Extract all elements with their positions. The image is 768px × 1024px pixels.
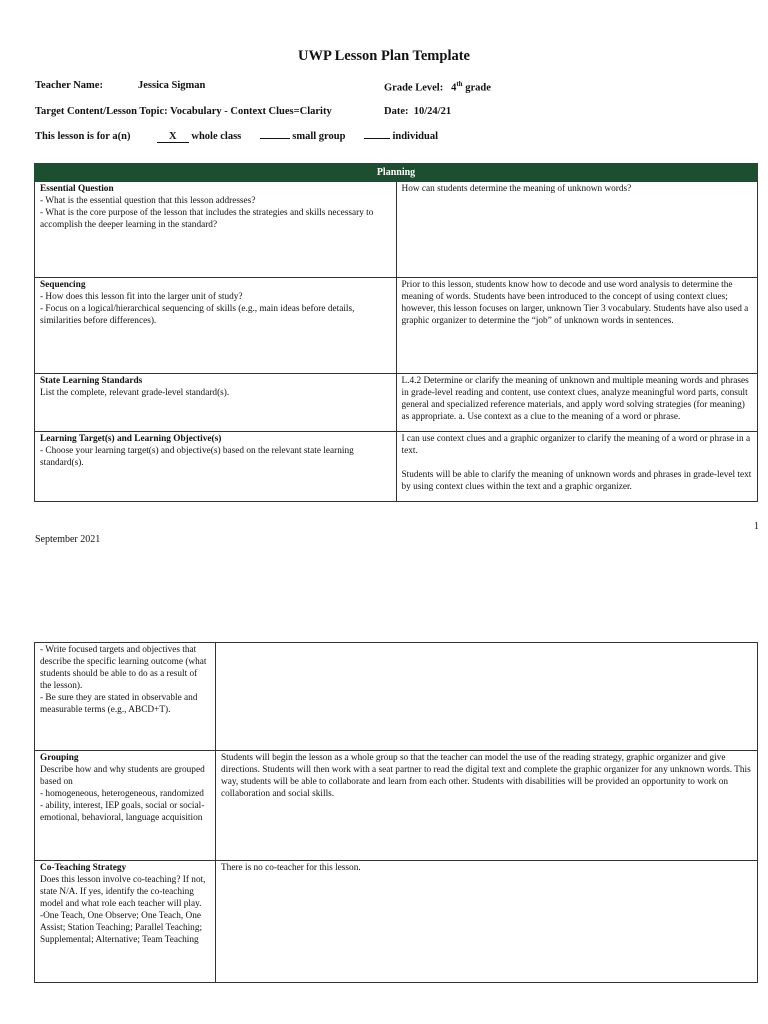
row-label-cell — [35, 861, 216, 983]
page-number: 1 — [754, 521, 759, 532]
topic-label: Target Content/Lesson Topic: — [35, 106, 168, 117]
table-row — [35, 861, 758, 983]
whole-class-label: whole class — [191, 131, 242, 142]
row-description: Does this lesson involve co-teaching? If not, state N/A. If yes, identify the co-teaching model and what role each teacher will play. — [40, 875, 206, 909]
lesson-for-label: This lesson is for a(n) — [35, 131, 131, 142]
teacher-name-value: Jessica Sigman — [138, 80, 206, 91]
row-content-cell — [216, 643, 758, 751]
table-row — [35, 643, 758, 751]
row-description: - Write focused targets and objectives that describe the specific learning outcome (what students should be able to do as a result of the lesson). — [40, 645, 207, 691]
table-row — [35, 182, 758, 278]
row-heading: Co-Teaching Strategy — [40, 863, 127, 873]
row-heading: Essential Question — [40, 184, 114, 194]
row-description: - What is the core purpose of the lesson that includes the strategies and skills necessary to accomplish the deeper learning in the standard? — [40, 208, 374, 230]
row-content-cell: Students will begin the lesson as a whole group so that the teacher can model the use of the reading strategy, graphic organizer and give directions. Students will then work with a seat partner to read the digital text and complete the graphic organizer for any unknown words. This way, students will be able to collaborate and learn from each other. Students with disabilities will be provided an opportunity to work on collaboration and social skills. — [216, 751, 758, 861]
table-row — [35, 751, 758, 861]
date-line — [384, 106, 451, 117]
row-description: - Be sure they are stated in observable and measurable terms (e.g., ABCD+T). — [40, 693, 198, 715]
row-label-cell — [35, 432, 397, 502]
small-group-blank[interactable] — [260, 138, 290, 139]
topic-line — [35, 106, 332, 117]
row-content-cell: There is no co-teacher for this lesson. — [216, 861, 758, 983]
individual-label: individual — [392, 131, 438, 142]
row-label-cell — [35, 278, 397, 374]
row-description: -One Teach, One Observe; One Teach, One Assist; Station Teaching; Parallel Teaching; Supplemental; Alternative; Team Teaching — [40, 911, 203, 945]
lesson-for-line — [35, 131, 438, 143]
row-description: - homogeneous, heterogeneous, randomized — [40, 789, 204, 799]
grade-suffix: th — [456, 80, 463, 88]
individual-blank[interactable] — [364, 138, 390, 139]
date-value: 10/24/21 — [413, 106, 452, 117]
document-title: UWP Lesson Plan Template — [297, 48, 470, 64]
row-content-cell — [396, 432, 758, 502]
row-label-cell — [35, 643, 216, 751]
row-heading: Grouping — [40, 753, 79, 763]
table-row — [35, 432, 758, 502]
row-content-line: I can use context clues and a graphic organizer to clarify the meaning of a word or phrase in a text. — [401, 434, 751, 456]
row-description: - ability, interest, IEP goals, social or social-emotional, behavioral, language acquisition — [40, 801, 205, 823]
row-label-cell — [35, 374, 397, 432]
teacher-name-label: Teacher Name: — [35, 80, 103, 91]
table-row — [35, 278, 758, 374]
row-label-cell — [35, 751, 216, 861]
row-content-cell: L.4.2 Determine or clarify the meaning of unknown and multiple meaning words and phrases in grade-level reading and content, use context clues, analyze meaningful word parts, consult general and specialized reference materials, and apply word solving strategies (for meaning) as appropriate. a. Use context as a clue to the meaning of a word or phrase. — [396, 374, 758, 432]
row-content-cell: Prior to this lesson, students know how to decode and use word analysis to determine the meaning of words. Students have been introduced to the concept of using context clues; however, this lesson focuses on larger, unknown Tier 3 vocabulary. Students have also used a graphic organizer to determine the “job” of unknown words in sentences. — [396, 278, 758, 374]
grade-level — [384, 80, 491, 94]
row-heading: Learning Target(s) and Learning Objective(s) — [40, 434, 222, 444]
table-row — [35, 374, 758, 432]
row-description: List the complete, relevant grade-level standard(s). — [40, 388, 230, 398]
planning-table-continued — [34, 642, 758, 983]
small-group-label: small group — [292, 131, 346, 142]
date-label: Date: — [384, 106, 409, 117]
grade-label: Grade Level: — [384, 82, 444, 94]
row-heading: Sequencing — [40, 280, 86, 290]
row-heading: State Learning Standards — [40, 376, 143, 386]
row-label-cell — [35, 182, 397, 278]
grade-word: grade — [465, 82, 491, 94]
planning-table — [34, 163, 758, 502]
row-description: - Focus on a logical/hierarchical sequencing of skills (e.g., main ideas before details, similarities before differences). — [40, 304, 355, 326]
row-description: - What is the essential question that this lesson addresses? — [40, 196, 256, 206]
footer-date: September 2021 — [35, 534, 101, 545]
row-content-line: Students will be able to clarify the meaning of unknown words and phrases in grade-level text by using context clues within the text and a graphic organizer. — [401, 470, 752, 492]
row-description: - Choose your learning target(s) and objective(s) based on the relevant state learning standard(s). — [40, 446, 354, 468]
grade-number: 4 — [451, 82, 457, 94]
planning-band: Planning — [35, 164, 758, 182]
topic-value: Vocabulary - Context Clues=Clarity — [170, 106, 332, 117]
row-content-cell: How can students determine the meaning of unknown words? — [396, 182, 758, 278]
whole-class-blank[interactable]: X — [157, 131, 189, 143]
row-description: Describe how and why students are grouped based on — [40, 765, 205, 787]
row-description: - How does this lesson fit into the larger unit of study? — [40, 292, 243, 302]
